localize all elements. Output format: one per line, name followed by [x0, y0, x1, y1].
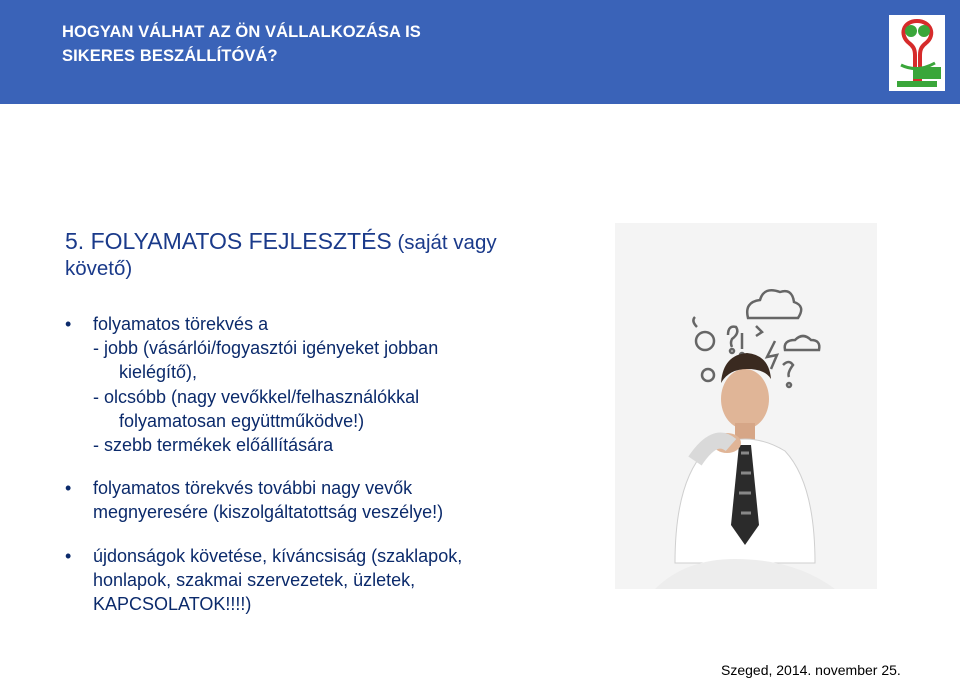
bullet-item: [65, 312, 605, 457]
bullet-text: folyamatos törekvés a: [93, 314, 269, 334]
bullet-glyph: •: [65, 314, 72, 334]
section-heading-line2: követő): [65, 257, 133, 280]
sub-item: - olcsóbb (nagy vevőkkel/felhasználókkal: [93, 386, 420, 407]
bullet-list: [65, 312, 605, 616]
bullet-text: honlapok, szakmai szervezetek, üzletek,: [93, 569, 416, 590]
thinking-man-image: [615, 223, 877, 589]
bullet-glyph: •: [65, 478, 72, 499]
bullet-item: [65, 476, 605, 524]
title-line-1: HOGYAN VÁLHAT AZ ÖN VÁLLALKOZÁSA IS: [62, 23, 421, 41]
sub-item: - jobb (vásárlói/fogyasztói igényeket jobban: [93, 338, 439, 359]
footer-date: Szeged, 2014. november 25.: [721, 662, 901, 678]
bullet-text: KAPCSOLATOK!!!!): [93, 594, 252, 615]
vosz-logo: [889, 15, 945, 91]
section-heading-suffix: (saját vagy: [397, 231, 497, 254]
bullet-glyph: •: [65, 545, 72, 566]
bullet-text: folyamatos törekvés további nagy vevők: [93, 478, 413, 499]
sub-item-cont: folyamatosan együttműködve!): [119, 410, 365, 431]
slide-title: [62, 20, 421, 68]
sub-item-cont: kielégítő),: [119, 362, 198, 383]
bullet-item: [65, 544, 605, 617]
bullet-text: megnyeresére (kiszolgáltatottság veszélye!): [93, 502, 444, 523]
thinking-man-illustration: [615, 223, 877, 589]
sub-item: - szebb termékek előállítására: [93, 435, 334, 456]
vosz-logo-graphic: [889, 15, 945, 91]
section-heading: [65, 228, 545, 282]
section-heading-main: 5. FOLYAMATOS FEJLESZTÉS: [65, 228, 392, 254]
header-bar: [0, 0, 960, 104]
title-line-2: SIKERES BESZÁLLÍTÓVÁ?: [62, 47, 278, 65]
bullet-text: újdonságok követése, kíváncsiság (szaklapok,: [93, 545, 463, 566]
